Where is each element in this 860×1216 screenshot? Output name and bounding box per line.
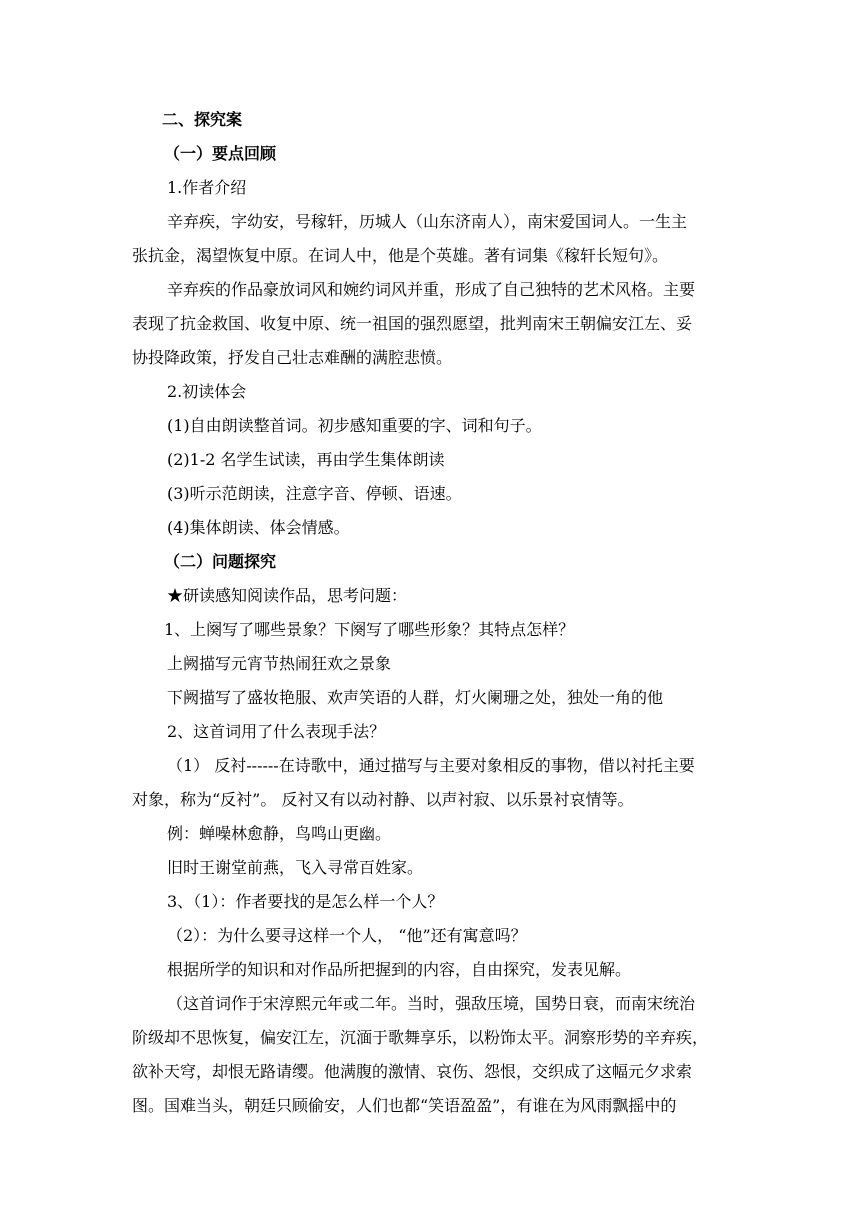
reading-step: (1)自由朗读整首词。初步感知重要的字、词和句子。 bbox=[167, 416, 542, 435]
answer-3-line: 阶级却不思恢复，偏安江左，沉湎于歌舞享乐，以粉饰太平。洞察形势的辛弃疾， bbox=[132, 1028, 709, 1047]
answer-2-line: 对象，称为“反衬”。 反衬又有以动衬静、以声衬寂、以乐景衬哀情等。 bbox=[132, 790, 634, 809]
question-2: 2、这首词用了什么表现手法？ bbox=[167, 722, 386, 741]
answer-1-line: 下阙描写了盛妆艳服、欢声笑语的人群，灯火阑珊之处，独处一角的他 bbox=[167, 688, 664, 707]
example-line: 旧时王谢堂前燕，飞入寻常百姓家。 bbox=[167, 858, 424, 877]
question-1: 1、上阕写了哪些景象？下阕写了哪些形象？其特点怎样？ bbox=[164, 620, 575, 639]
answer-3-line: 图。国难当头，朝廷只顾偷安，人们也都“笑语盈盈”，有谁在为风雨飘摇中的 bbox=[132, 1096, 677, 1115]
paragraph-author-line: 张抗金，渴望恢复中原。在词人中，他是个英雄。著有词集《稼轩长短句》。 bbox=[132, 246, 669, 265]
answer-3-line: 欲补天穹，却恨无路请缨。他满腹的激情、哀伤、怨恨，交织成了这幅元夕求索 bbox=[132, 1062, 693, 1081]
answer-3-line: （这首词作于宋淳熙元年或二年。当时，强敌压境，国势日衰，而南宋统治 bbox=[167, 994, 696, 1013]
reading-step: (4)集体朗读、体会情感。 bbox=[167, 518, 350, 537]
task-intro: ★研读感知阅读作品，思考问题： bbox=[167, 586, 408, 605]
answer-1-line: 上阙描写元宵节热闹狂欢之景象 bbox=[167, 654, 392, 673]
paragraph-style-line: 辛弃疾的作品豪放词风和婉约词风并重，形成了自己独特的艺术风格。主要 bbox=[167, 280, 696, 299]
question-3-part-1: 3、（1）：作者要找的是怎么样一个人？ bbox=[167, 892, 444, 911]
document-body bbox=[132, 103, 736, 1123]
answer-2-line: （1） 反衬------在诗歌中，通过描写与主要对象相反的事物，借以衬托主要 bbox=[167, 756, 695, 775]
paragraph-style-line: 协投降政策，抒发自己壮志难酬的满腔悲愤。 bbox=[132, 348, 453, 367]
item-author-intro-title: 1.作者介绍 bbox=[167, 178, 247, 197]
question-3-part-2: （2）：为什么要寻这样一个人， “他”还有寓意吗？ bbox=[167, 926, 527, 945]
reading-step: (2)1-2 名学生试读，再由学生集体朗读 bbox=[167, 450, 445, 469]
item-first-reading-title: 2.初读体会 bbox=[167, 382, 247, 401]
section-title: 二、探究案 bbox=[162, 110, 243, 129]
question-3-intro: 根据所学的知识和对作品所把握到的内容，自由探究，发表见解。 bbox=[167, 960, 632, 979]
paragraph-style-line: 表现了抗金救国、收复中原、统一祖国的强烈愿望，批判南宋王朝偏安江左、妥 bbox=[132, 314, 693, 333]
subsection-title-inquiry: （二）问题探究 bbox=[164, 552, 277, 571]
subsection-title-key-points: （一）要点回顾 bbox=[164, 144, 277, 163]
reading-step: (3)听示范朗读，注意字音、停顿、语速。 bbox=[167, 484, 462, 503]
example-line: 例：蝉噪林愈静，鸟鸣山更幽。 bbox=[167, 824, 392, 843]
paragraph-author-line: 辛弃疾，字幼安，号稼轩，历城人（山东济南人），南宋爱国词人。一生主 bbox=[167, 212, 688, 231]
